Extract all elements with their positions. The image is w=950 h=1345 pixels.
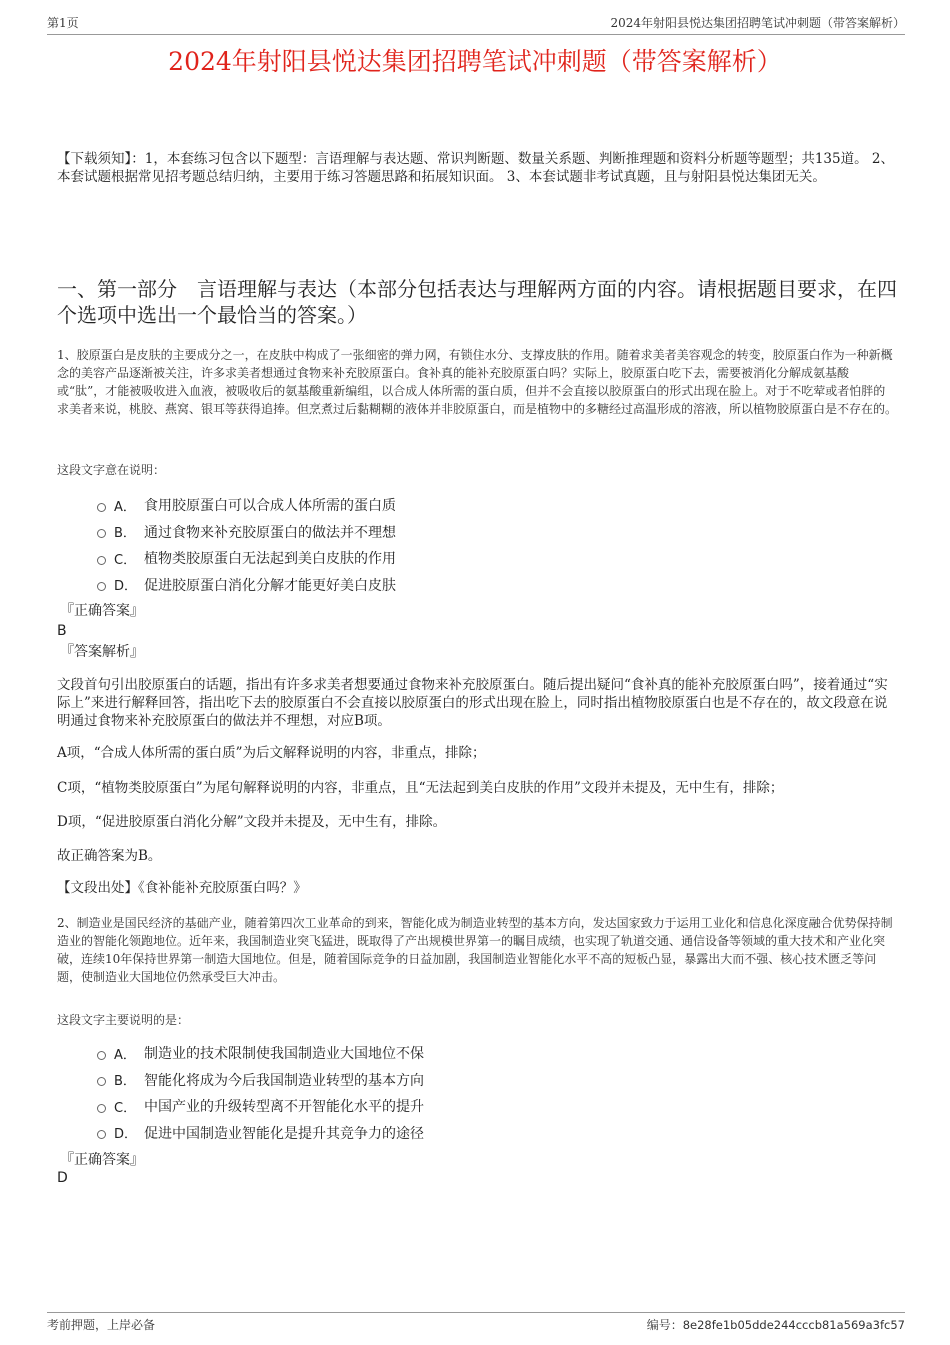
download-notice: 【下载须知】：1，本套练习包含以下题型：言语理解与表达题、常识判断题、数量关系题、判断推理题和资料分析题等题型；共135道。 2、本套试题根据常见招考题总结归纳，主要用于练习答题思路和拓展知识面。 3、本套试题非考试真题，且与射阳县悦达集团无关。 xyxy=(57,151,894,185)
radio-icon[interactable] xyxy=(97,1130,106,1139)
radio-icon[interactable] xyxy=(97,556,106,565)
analysis-paragraph: C项，“植物类胶原蛋白”为尾句解释说明的内容，非重点，且“无法起到美白皮肤的作用”文段并未提及，无中生有，排除； xyxy=(57,780,784,796)
question-1-prompt: 这段文字意在说明： xyxy=(57,463,166,477)
footer-code: 8e28fe1b05dde244cccb81a569a3fc57 xyxy=(682,1318,905,1332)
option-text: 植物类胶原蛋白无法起到美白皮肤的作用 xyxy=(144,551,396,568)
option-letter: D． xyxy=(114,1127,138,1143)
source-citation: 【文段出处】《食补能补充胶原蛋白吗？》 xyxy=(57,880,307,896)
radio-icon[interactable] xyxy=(97,529,106,538)
header-doc-title: 2024年射阳县悦达集团招聘笔试冲刺题（带答案解析） xyxy=(610,16,905,30)
header-page-number: 第1页 xyxy=(47,16,79,30)
question-1-answer: B xyxy=(57,623,67,639)
question-2-options xyxy=(97,1040,424,1146)
option-letter: A． xyxy=(114,499,136,515)
footer-slogan: 考前押题，上岸必备 xyxy=(47,1318,156,1332)
page-footer xyxy=(47,1312,905,1333)
analysis-paragraph: D项，“促进胶原蛋白消化分解”文段并未提及，无中生有，排除。 xyxy=(57,814,447,830)
question-2-option-b[interactable] xyxy=(97,1067,424,1094)
question-1-answer-label: 『正确答案』 xyxy=(60,603,144,619)
question-1-option-a[interactable] xyxy=(97,492,396,519)
question-2-option-c[interactable] xyxy=(97,1093,424,1120)
option-letter: D． xyxy=(114,579,138,595)
radio-icon[interactable] xyxy=(97,503,106,512)
page-header xyxy=(47,14,905,35)
analysis-paragraph: 文段首句引出胶原蛋白的话题，指出有许多求美者想要通过食物来补充胶原蛋白。随后提出疑问“食补真的能补充胶原蛋白吗”，接着通过“实际上”来进行解释回答，指出吃下去的胶原蛋白不会直接以胶原蛋白的形式出现在脸上，同时指出植物胶原蛋白也是不存在的，故文段意在说明通过食物来补充胶原蛋白的做法并不理想，对应B项。 xyxy=(57,677,888,729)
option-text: 通过食物来补充胶原蛋白的做法并不理想 xyxy=(144,524,396,541)
option-letter: A． xyxy=(114,1047,136,1063)
question-1-option-b[interactable] xyxy=(97,519,396,546)
option-text: 制造业的技术限制使我国制造业大国地位不保 xyxy=(144,1046,424,1063)
option-letter: B． xyxy=(114,1074,136,1090)
option-text: 中国产业的升级转型离不开智能化水平的提升 xyxy=(144,1099,424,1116)
radio-icon[interactable] xyxy=(97,1077,106,1086)
option-letter: C． xyxy=(114,1100,137,1116)
question-2-option-d[interactable] xyxy=(97,1120,424,1147)
question-2-answer-label: 『正确答案』 xyxy=(60,1152,144,1168)
question-1-text: 1、胶原蛋白是皮肤的主要成分之一，在皮肤中构成了一张细密的弹力网，有锁住水分、支撑皮肤的作用。随着求美者美容观念的转变，胶原蛋白作为一种新概念的美容产品逐渐被关注，许多求美者想通过食物来补充胶原蛋白。食补真的能补充胶原蛋白吗？实际上，胶原蛋白吃下去，需要被消化分解成氨基酸或“肽”，才能被吸收进入血液，被吸收后的氨基酸重新编组，以合成人体所需的蛋白质，但并不会直接以胶原蛋白的形式出现在脸上。对于不吃荤或者怕胖的求美者来说，桃胶、燕窝、银耳等获得追捧。但烹煮过后黏糊糊的液体并非胶原蛋白，而是植物中的多糖经过高温形成的溶液，所以植物胶原蛋白是不存在的。 xyxy=(57,348,898,416)
question-1-option-c[interactable] xyxy=(97,545,396,572)
question-2-option-a[interactable] xyxy=(97,1040,424,1067)
option-text: 促进中国制造业智能化是提升其竞争力的途径 xyxy=(144,1125,424,1142)
option-text: 促进胶原蛋白消化分解才能更好美白皮肤 xyxy=(144,577,396,594)
question-2-answer: D xyxy=(57,1170,68,1186)
option-text: 智能化将成为今后我国制造业转型的基本方向 xyxy=(144,1072,424,1089)
radio-icon[interactable] xyxy=(97,1051,106,1060)
section-heading: 一、第一部分 言语理解与表达（本部分包括表达与理解两方面的内容。请根据题目要求，在四个选项中选出一个最恰当的答案。） xyxy=(57,277,897,327)
question-1-options xyxy=(97,492,396,598)
question-1-option-d[interactable] xyxy=(97,572,396,599)
option-letter: B． xyxy=(114,526,136,542)
document-title: 2024年射阳县悦达集团招聘笔试冲刺题（带答案解析） xyxy=(168,47,782,76)
footer-code-label: 编号： xyxy=(646,1318,683,1332)
analysis-paragraph: 故正确答案为B。 xyxy=(57,848,162,864)
question-1-analysis-label: 『答案解析』 xyxy=(60,644,144,660)
question-2-prompt: 这段文字主要说明的是： xyxy=(57,1013,190,1027)
question-2-text: 2、制造业是国民经济的基础产业，随着第四次工业革命的到来，智能化成为制造业转型的基本方向，发达国家致力于运用工业化和信息化深度融合优势保持制造业的智能化领跑地位。近年来，我国制造业突飞猛进，既取得了产出规模世界第一的瞩目成绩，也实现了轨道交通、通信设备等领域的重大技术和产业化突破，连续10年保持世界第一制造大国地位。但是，随着国际竞争的日益加剧，我国制造业智能化水平不高的短板凸显，暴露出大而不强、核心技术匮乏等问题，使制造业大国地位仍然承受巨大冲击。 xyxy=(57,916,893,984)
option-letter: C． xyxy=(114,552,137,568)
radio-icon[interactable] xyxy=(97,1104,106,1113)
option-text: 食用胶原蛋白可以合成人体所需的蛋白质 xyxy=(144,498,396,515)
radio-icon[interactable] xyxy=(97,582,106,591)
analysis-paragraph: A项，“合成人体所需的蛋白质”为后文解释说明的内容，非重点，排除； xyxy=(57,745,486,761)
footer-code-block xyxy=(647,1316,905,1333)
